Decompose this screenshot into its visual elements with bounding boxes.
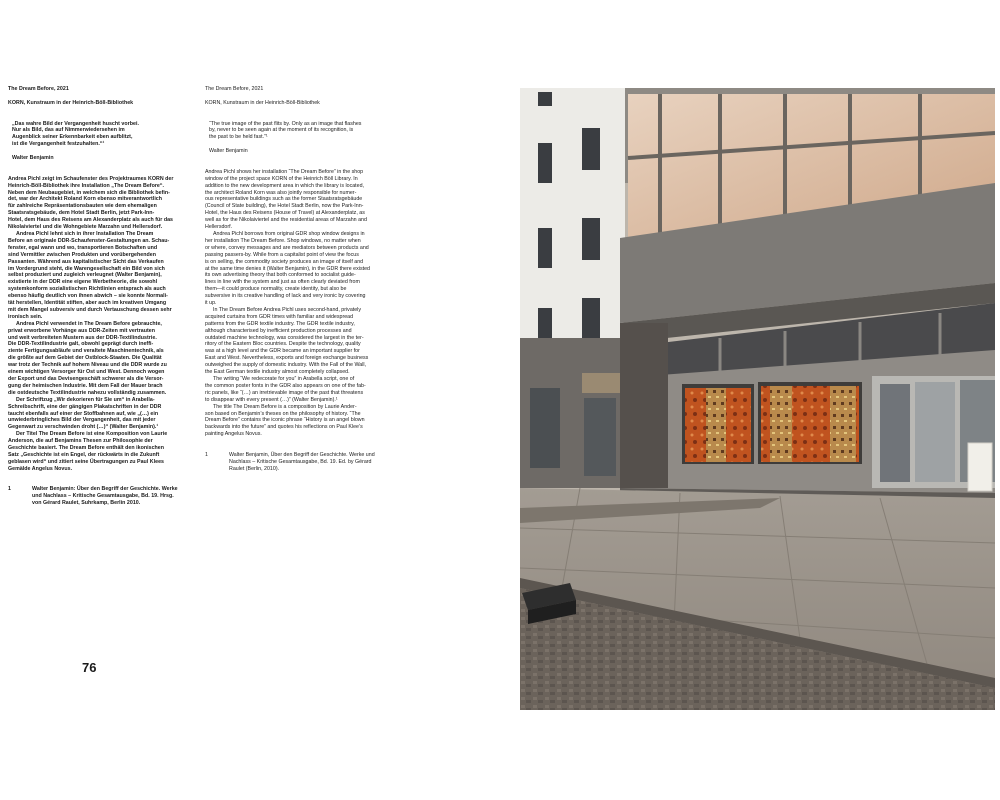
german-epigraph-author: Walter Benjamin: [12, 155, 54, 162]
text-line: ist die Vergangenheit festzuhalten.“¹: [12, 141, 105, 148]
text-line: Nikolaiviertel und die Wohngebiete Marzahn und Hellersdorf.: [8, 224, 163, 231]
text-line: painting Angelus Novus.: [205, 431, 262, 438]
text-line: gung der heimischen Industrie. Mit dem Fall der Mauer brach: [8, 382, 163, 389]
german-column: [8, 86, 196, 507]
text-line: acquired curtains from GDR times with familiar and widespread: [205, 313, 354, 320]
german-paragraph-2: [8, 231, 196, 321]
text-line: Heinrich-Böll-Bibliothek ihre Installation „The Dream Before“.: [8, 182, 165, 189]
text-line: them—it could produce normality, create identity, but also be: [205, 286, 347, 293]
text-line: its own advertising theory that both conformed to socialist guide-: [205, 272, 356, 279]
text-line: Augenblick seiner Erkennbarkeit eben aufblitzt,: [12, 134, 133, 141]
text-line: her installation The Dream Before. Shop windows, no matter when: [205, 237, 361, 244]
text-line: was at a high level and the GDR became an important supplier for: [205, 348, 360, 355]
text-line: der Export und das Devisengeschäft schwerer als die Versor-: [8, 376, 164, 382]
text-line: to disappear with every present (…)” (Walter Benjamin).¹: [205, 396, 338, 403]
footnote-number: 1: [8, 486, 11, 493]
text-line: Schreibschrift, eine der gängigen Plakatschriften in der DDR: [8, 403, 162, 410]
text-line: ric panels, like “(…) an irretrievable image of the past that threatens: [205, 389, 364, 396]
text-line: at the same time denies it (Walter Benjamin), in the GDR there existed: [205, 265, 370, 272]
english-paragraph-4: [205, 376, 394, 404]
german-epigraph: [8, 121, 196, 149]
text-line: Before an originale DDR-Schaufenster-Gestaltungen an. Schau-: [8, 237, 170, 244]
english-paragraph-2: [205, 231, 394, 307]
english-column: [205, 86, 394, 473]
text-line: Andrea Pichl zeigt im Schaufenster des Projektraumes KORN der: [8, 175, 174, 182]
text-line: Walter Benjamin, Über den Begriff der Geschichte. Werke und: [229, 451, 375, 458]
german-paragraph-1: [8, 176, 196, 231]
text-line: patterns from the GDR textile industry. The GDR textile industry,: [205, 320, 355, 327]
text-line: geblasen wird“ und zitiert seine Übertragungen zu Paul Klees: [8, 458, 165, 465]
text-line: addition to the new development area in which the library is located,: [205, 182, 364, 189]
page-number: 76: [82, 660, 97, 675]
text-line: tät herstellen, Identität stiften, aber auch im kreativen Umgang: [8, 300, 167, 307]
text-line: existierte in der DDR eine eigene Werbetheorie, die sowohl: [8, 279, 158, 286]
storefront-photo: [520, 88, 995, 710]
text-line: Dream Before” contains the iconic phrase “History is an angel blown: [205, 417, 365, 424]
text-line: Andrea Pichl shows her installation “The Dream Before” in the shop: [205, 168, 364, 175]
text-line: the past to be held fast.”¹: [209, 134, 268, 141]
text-line: ironisch sein.: [8, 313, 43, 320]
german-paragraph-5: [8, 431, 196, 472]
german-paragraph-4: [8, 397, 196, 432]
text-line: taucht ebenfalls auf einer der Stoffbahnen auf, wie „(…) ein: [8, 410, 159, 417]
text-line: für zahlreiche Repräsentationsbauten wie dem ehemaligen: [8, 203, 157, 210]
text-line: Hellersdorf.: [205, 224, 233, 231]
text-line: Andrea Pichl lehnt sich in ihrer Installation The Dream: [16, 230, 154, 237]
text-line: subversive in its creative handling of lack and very ironic by covering: [205, 293, 366, 300]
text-line: ritory of the Eastern Bloc countries. Despite the technology, quality: [205, 341, 361, 348]
text-line: although characterised by inefficient production processes and: [205, 327, 352, 334]
text-line: privat erworbene Vorhänge aus DDR-Zeiten mit vertrauten: [8, 327, 155, 334]
footnote-number: 1: [205, 451, 208, 458]
text-line: mit dem Mangel subversiv und durch Vertauschung dessen sehr: [8, 306, 172, 313]
text-line: ous representative buildings such as the former Staatsratsgebäude: [205, 196, 363, 203]
text-line: Der Titel The Dream Before ist eine Komposition von Laurie: [16, 431, 168, 438]
text-line: Walter Benjamin: Über den Begriff der Geschichte. Werke: [32, 486, 178, 493]
text-line: Satz „Geschichte ist ein Engel, der rückwärts in die Zukunft: [8, 451, 160, 458]
text-line: East and West. Nevertheless, exports and foreign exchange business: [205, 355, 369, 362]
text-line: outweighed the supply of domestic industry. With the Fall of the Wall,: [205, 362, 367, 369]
text-line: Gemälde Angelus Novus.: [8, 465, 73, 472]
text-line: Geschichte basiert. The Dream Before enthält den ikonischen: [8, 445, 165, 452]
english-epigraph-author: Walter Benjamin: [209, 148, 248, 155]
text-line: window of the project space KORN of the Heinrich Böll Library. In: [205, 175, 358, 182]
english-subtitle: KORN, Kunstraum in der Heinrich-Böll-Bibliothek: [205, 99, 320, 106]
text-line: son based on Benjamin’s theses on the philosophy of history. “The: [205, 410, 361, 417]
english-title: The Dream Before, 2021: [205, 86, 264, 92]
text-line: by, never to be seen again at the moment of its recognition, is: [209, 127, 354, 134]
text-line: und Nachlass – Kritische Gesamtausgabe, Bd. 19. Hrsg.: [32, 493, 174, 500]
text-line: In The Dream Before Andrea Pichl uses second-hand, privately: [213, 306, 362, 313]
text-line: war trotz der Technik auf hohem Niveau und die DDR wurde zu: [8, 362, 167, 369]
text-line: von Gérard Raulet, Suhrkamp, Berlin 2010.: [32, 500, 141, 507]
text-line: Hotel, dem Haus des Reisens am Alexanderplatz als auch für das: [8, 217, 174, 224]
english-footnote: [205, 452, 394, 473]
text-line: “The true image of the past flits by. Only as an image that flashes: [209, 120, 362, 127]
text-line: Neben dem Neubaugebiet, in welchem sich die Bibliothek befin-: [8, 189, 170, 196]
text-line: Staatsratsgebäude, dem Hotel Stadt Berlin, jetzt Park-Inn-: [8, 210, 155, 217]
text-line: Andrea Pichl verwendet in The Dream Before gebrauchte,: [16, 320, 162, 327]
text-line: Nachlass – Kritische Gesamtausgabe, Bd. 19. Ed. by Gérard: [229, 458, 372, 465]
text-line: Der Schriftzug „Wir dekorieren für Sie um“ in Arabella-: [16, 396, 155, 403]
text-line: the East German textile industry almost completely collapsed.: [205, 369, 350, 376]
text-line: Andrea Pichl borrows from original GDR shop window designs in: [213, 230, 365, 237]
text-line: or where, convey messages and are mediators between products and: [205, 244, 369, 251]
text-line: Hotel, the Haus des Reisens (House of Travel) at Alexanderplatz, as: [205, 210, 365, 217]
text-line: sind Vermittler zwischen Produkten und vorübergehenden: [8, 251, 156, 258]
text-line: lines in line with the system and just as often clearly deviated from: [205, 279, 360, 286]
text-line: ebenso häufig deutlich von ihnen abwich – sie konnte Normali-: [8, 293, 168, 300]
text-line: the common poster fonts in the GDR also appears on one of the fab-: [205, 382, 366, 389]
text-line: Die DDR-Textilindustrie galt, obwohl geprägt durch ineffi-: [8, 341, 154, 348]
text-line: die größte auf dem Gebiet der Ostblock-Staaten. Die Qualität: [8, 355, 162, 362]
text-line: unwiederbringliches Bild der Vergangenheit, das mit jeder: [8, 417, 156, 424]
english-paragraph-5: [205, 404, 394, 439]
text-line: im Vordergrund steht, die Warengesellschaft ein Bild von sich: [8, 265, 165, 272]
text-line: is on selling, the commodity society produces an image of itself and: [205, 258, 364, 265]
text-line: the architect Roland Korn was also jointly responsible for numer-: [205, 189, 357, 196]
text-line: Gegenwart zu verschwinden droht (…)“ (Walter Benjamin).¹: [8, 424, 159, 431]
text-line: Anderson, die auf Benjamins Thesen zur Philosophie der: [8, 438, 153, 445]
english-paragraph-1: [205, 169, 394, 231]
text-line: ziente Fertigungsabläufe und veraltete Maschinentechnik, als: [8, 348, 164, 355]
text-line: Nur als Bild, das auf Nimmerwiedersehen im: [12, 127, 125, 134]
text-line: well as for the Nikolaiviertel and the residential areas of Marzahn and: [205, 217, 367, 224]
german-paragraph-3: [8, 321, 196, 397]
text-line: Raulet (Berlin, 2010).: [229, 465, 280, 472]
text-line: Passanten. Während aus kapitalistischer Sicht das Verkaufen: [8, 258, 164, 265]
text-line: det, war der Architekt Roland Korn ebenso mitverantwortlich: [8, 196, 163, 203]
text-line: outdated machine technology, was considered the largest in the ter-: [205, 334, 364, 341]
english-epigraph: [205, 121, 394, 142]
text-line: und weit verbreiteten Mustern aus der DDR-Textilindustrie.: [8, 334, 157, 341]
german-footnote: [8, 486, 196, 507]
text-line: fenster, egal wann und wo, transportieren Botschaften und: [8, 244, 158, 251]
text-line: The writing “We redecorate for you” in Arabella script, one of: [213, 376, 355, 382]
text-line: systemkonform sozialistischen Richtlinien entsprach als auch: [8, 286, 166, 293]
text-line: „Das wahre Bild der Vergangenheit huscht vorbei.: [12, 120, 139, 127]
english-paragraph-3: [205, 307, 394, 376]
text-line: die ostdeutsche Textilindustrie nahezu vollständig zusammen.: [8, 389, 167, 396]
text-line: it up.: [205, 300, 217, 307]
german-title: The Dream Before, 2021: [8, 86, 69, 92]
text-line: einem wichtigen Versorger für Ost und West. Dennoch wogen: [8, 369, 165, 376]
german-subtitle: KORN, Kunstraum in der Heinrich-Böll-Bibliothek: [8, 99, 134, 106]
text-line: passing passers-by. While from a capitalist point of view the focus: [205, 251, 359, 258]
text-line: The title The Dream Before is a composition by Laurie Ander-: [213, 403, 357, 410]
text-line: backwards into the future” and quotes his reflections on Paul Klee’s: [205, 424, 363, 431]
text-line: (Council of State building), the Hotel Stadt Berlin, now the Park-Inn-: [205, 203, 364, 210]
text-line: selbst produziert und zugleich verleugnet (Walter Benjamin),: [8, 272, 162, 279]
